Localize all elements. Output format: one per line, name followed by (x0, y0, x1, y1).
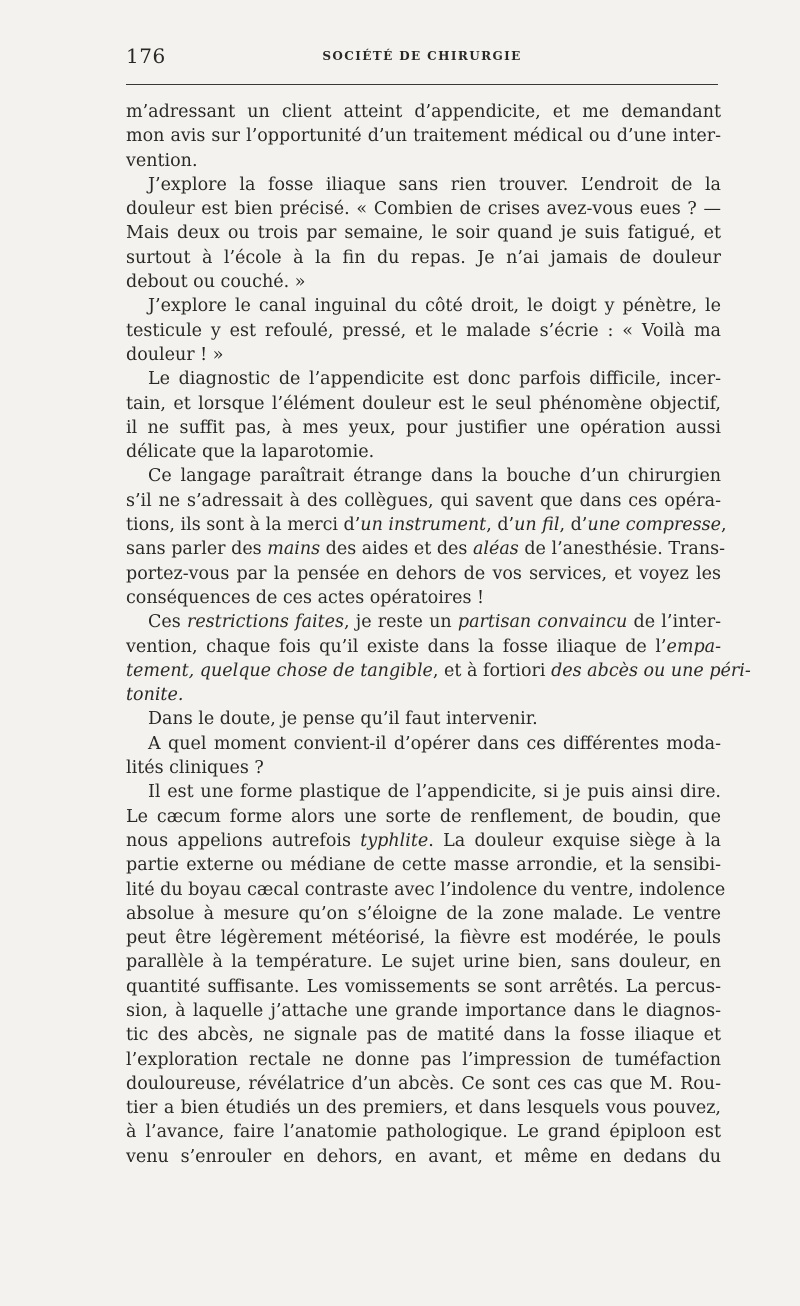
page-number: 176 (126, 44, 166, 68)
text-line (126, 683, 721, 707)
italic-span: un fil (514, 515, 560, 536)
text-line: conséquences de ces actes opératoires ! (126, 587, 485, 608)
running-title: SOCIÉTÉ DE CHIRURGIE (322, 49, 522, 63)
text-span: Ces (148, 612, 187, 633)
text-span: tions, ils sont à la merci d’ (126, 515, 361, 536)
text-span: , d’ (559, 515, 588, 536)
text-line: peut être légèrement météorisé, la fièvre est modérée, le pouls (126, 928, 721, 949)
text-line: venu s’enrouler en dehors, en avant, et même en dedans du (126, 1146, 721, 1167)
text-line: partie externe ou médiane de cette masse arrondie, et la sensibi- (126, 855, 721, 876)
text-span: , (720, 515, 727, 536)
text-line: A quel moment convient-il d’opérer dans ces différentes moda- (148, 733, 721, 754)
text-line (126, 610, 721, 634)
text-line: J’explore le canal inguinal du côté droit, le doigt y pénètre, le (148, 296, 721, 317)
text-span: de l’anesthésie. Trans- (518, 539, 726, 560)
text-line: parallèle à la température. Le sujet urine bien, sans douleur, en (126, 952, 721, 973)
text-line: tic des abcès, ne signale pas de matité dans la fosse iliaque et (126, 1025, 721, 1046)
text-line: Dans le doute, je pense qu’il faut intervenir. (148, 709, 538, 730)
text-line (126, 659, 751, 683)
text-line: il ne suffit pas, à mes yeux, pour justifier une opération aussi (126, 417, 721, 438)
text-span: vention, chaque fois qu’il existe dans la fosse iliaque de l’ (126, 636, 667, 657)
text-line (126, 829, 721, 853)
italic-span: aléas (472, 539, 519, 560)
text-line: Le diagnostic de l’appendicite est donc parfois difficile, incer- (148, 369, 721, 390)
italic-span: restrictions faites (186, 612, 344, 633)
text-span: nous appelions autrefois (126, 830, 361, 851)
text-line: debout ou couché. » (126, 272, 306, 293)
text-line: Ce langage paraîtrait étrange dans la bouche d’un chirurgien (148, 466, 721, 487)
text-line: m’adressant un client atteint d’appendicite, et me demandant (126, 102, 721, 122)
italic-span: empa- (666, 636, 721, 657)
text-line: douloureuse, révélatrice d’un abcès. Ce sont ces cas que M. Rou- (126, 1073, 721, 1094)
italic-span: mains (267, 539, 321, 560)
text-span: , d’ (486, 515, 515, 536)
italic-span: des abcès ou une péri- (551, 660, 751, 681)
text-line: lités cliniques ? (126, 758, 264, 779)
text-line: tain, et lorsque l’élément douleur est le seul phénomène objectif, (126, 393, 721, 414)
text-line: Mais deux ou trois par semaine, le soir quand je suis fatigué, et (126, 223, 721, 244)
text-line: tier a bien étudiés un des premiers, et dans lesquels vous pouvez, (126, 1098, 721, 1119)
text-line: absolue à mesure qu’on s’éloigne de la zone malade. Le ventre (126, 903, 721, 924)
text-line: l’exploration rectale ne donne pas l’impression de tuméfaction (126, 1049, 721, 1070)
text-line: sion, à laquelle j’attache une grande importance dans le diagnos- (126, 1000, 721, 1021)
text-line (126, 537, 726, 561)
text-line: douleur ! » (126, 344, 224, 365)
text-line: Il est une forme plastique de l’appendicite, si je puis ainsi dire. (148, 782, 721, 803)
text-span: . La douleur exquise siège à la (428, 830, 721, 851)
text-line (126, 635, 721, 659)
text-line: J’explore la fosse iliaque sans rien trouver. L’endroit de la (148, 174, 721, 195)
italic-span: une compresse (587, 515, 721, 536)
text-span: sans parler des (126, 539, 268, 560)
text-line (126, 513, 727, 537)
text-line: testicule y est refoulé, pressé, et le malade s’écrie : « Voilà ma (126, 320, 721, 341)
text-line: s’il ne s’adressait à des collègues, qui savent que dans ces opéra- (126, 490, 721, 511)
text-line: délicate que la laparotomie. (126, 442, 375, 463)
italic-span: tonite. (126, 685, 184, 706)
text-line: à l’avance, faire l’anatomie pathologique. Le grand épiploon est (126, 1122, 721, 1143)
text-span: , et à fortiori (432, 660, 552, 681)
italic-span: tement, quelque chose de tangible (126, 660, 433, 681)
italic-span: partisan convaincu (457, 612, 628, 633)
header-rule (126, 84, 718, 85)
text-span: de l’inter- (627, 612, 722, 633)
text-span: , je reste un (343, 612, 458, 633)
text-line: Le cæcum forme alors une sorte de renflement, de boudin, que (126, 806, 721, 827)
page-header (126, 44, 718, 74)
text-line: quantité suffisante. Les vomissements se sont arrêtés. La percus- (126, 976, 721, 997)
text-line: lité du boyau cæcal contraste avec l’indolence du ventre, indolence (126, 879, 726, 900)
italic-span: un instrument (360, 515, 487, 536)
italic-span: typhlite (360, 830, 429, 851)
text-line: portez-vous par la pensée en dehors de vos services, et voyez les (126, 563, 721, 584)
text-line: surtout à l’école à la fin du repas. Je n’ai jamais de douleur (126, 247, 721, 268)
text-line: douleur est bien précisé. « Combien de crises avez-vous eues ? — (126, 199, 721, 220)
body-text (126, 100, 751, 1169)
text-line: mon avis sur l’opportunité d’un traitement médical ou d’une inter- (126, 126, 721, 147)
text-span: des aides et des (320, 539, 473, 560)
text-line: vention. (126, 150, 198, 171)
